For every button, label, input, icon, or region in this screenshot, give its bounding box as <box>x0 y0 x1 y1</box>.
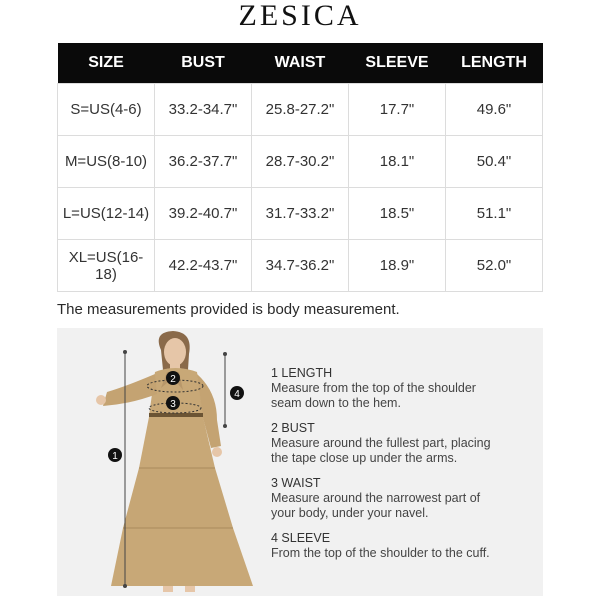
waist-belt <box>149 413 203 417</box>
step-desc-line: seam down to the hem. <box>271 396 401 410</box>
marker-2 <box>166 371 180 385</box>
cell-waist: 25.8-27.2" <box>252 84 349 136</box>
cell-sleeve: 18.5" <box>349 188 446 240</box>
left-hand <box>96 395 106 405</box>
cell-length: 52.0" <box>446 240 543 292</box>
cell-size: S=US(4-6) <box>58 84 155 136</box>
cell-sleeve: 18.9" <box>349 240 446 292</box>
step-desc-line: Measure from the top of the shoulder <box>271 381 476 395</box>
header-length: LENGTH <box>446 43 543 84</box>
marker-1 <box>108 448 122 462</box>
cell-size: M=US(8-10) <box>58 136 155 188</box>
step-desc-line: From the top of the shoulder to the cuff. <box>271 546 490 560</box>
table-row <box>58 240 543 292</box>
step-length <box>271 366 531 411</box>
table-row <box>58 84 543 136</box>
step-desc-line: Measure around the narrowest part of <box>271 491 481 505</box>
step-bust <box>271 421 531 466</box>
brand-logo: ZESICA <box>238 0 362 32</box>
skirt-tier-3 <box>111 528 253 586</box>
table-row <box>58 136 543 188</box>
skirt-tier-1 <box>139 417 215 468</box>
cell-bust: 39.2-40.7" <box>155 188 252 240</box>
table-row <box>58 188 543 240</box>
header-waist: WAIST <box>252 43 349 84</box>
left-foot <box>163 586 173 592</box>
step-title: 4 SLEEVE <box>271 531 331 545</box>
step-sleeve <box>271 531 531 561</box>
svg-text:2: 2 <box>170 374 176 385</box>
step-title: 1 LENGTH <box>271 366 333 380</box>
step-waist <box>271 476 531 521</box>
cell-length: 49.6" <box>446 84 543 136</box>
header-bust: BUST <box>155 43 252 84</box>
step-desc-line: your body, under your navel. <box>271 506 429 520</box>
skirt-tier-2 <box>123 468 233 528</box>
right-hand <box>212 447 222 457</box>
face <box>164 338 186 366</box>
right-foot <box>185 586 195 592</box>
cell-waist: 28.7-30.2" <box>252 136 349 188</box>
measurement-guide-panel <box>57 328 543 596</box>
marker-4 <box>230 386 244 400</box>
table-header-row <box>58 43 543 84</box>
header-size: SIZE <box>58 43 155 84</box>
left-sleeve <box>103 374 157 406</box>
svg-text:4: 4 <box>234 389 240 400</box>
cell-size: XL=US(16-18) <box>58 240 155 292</box>
cell-length: 51.1" <box>446 188 543 240</box>
measurement-note: The measurements provided is body measurement. <box>57 301 400 318</box>
svg-text:1: 1 <box>112 451 118 462</box>
measurement-instructions <box>271 366 531 571</box>
header-sleeve: SLEEVE <box>349 43 446 84</box>
size-chart-table <box>57 43 543 292</box>
step-title: 3 WAIST <box>271 476 321 490</box>
step-desc-line: Measure around the fullest part, placing <box>271 436 491 450</box>
step-desc-line: the tape close up under the arms. <box>271 451 458 465</box>
cell-waist: 31.7-33.2" <box>252 188 349 240</box>
cell-waist: 34.7-36.2" <box>252 240 349 292</box>
cell-length: 50.4" <box>446 136 543 188</box>
cell-sleeve: 17.7" <box>349 84 446 136</box>
cell-bust: 42.2-43.7" <box>155 240 252 292</box>
cell-size: L=US(12-14) <box>58 188 155 240</box>
model-figure <box>57 328 277 596</box>
cell-bust: 36.2-37.7" <box>155 136 252 188</box>
cell-sleeve: 18.1" <box>349 136 446 188</box>
step-title: 2 BUST <box>271 421 315 435</box>
svg-text:3: 3 <box>170 399 176 410</box>
marker-3 <box>166 396 180 410</box>
cell-bust: 33.2-34.7" <box>155 84 252 136</box>
